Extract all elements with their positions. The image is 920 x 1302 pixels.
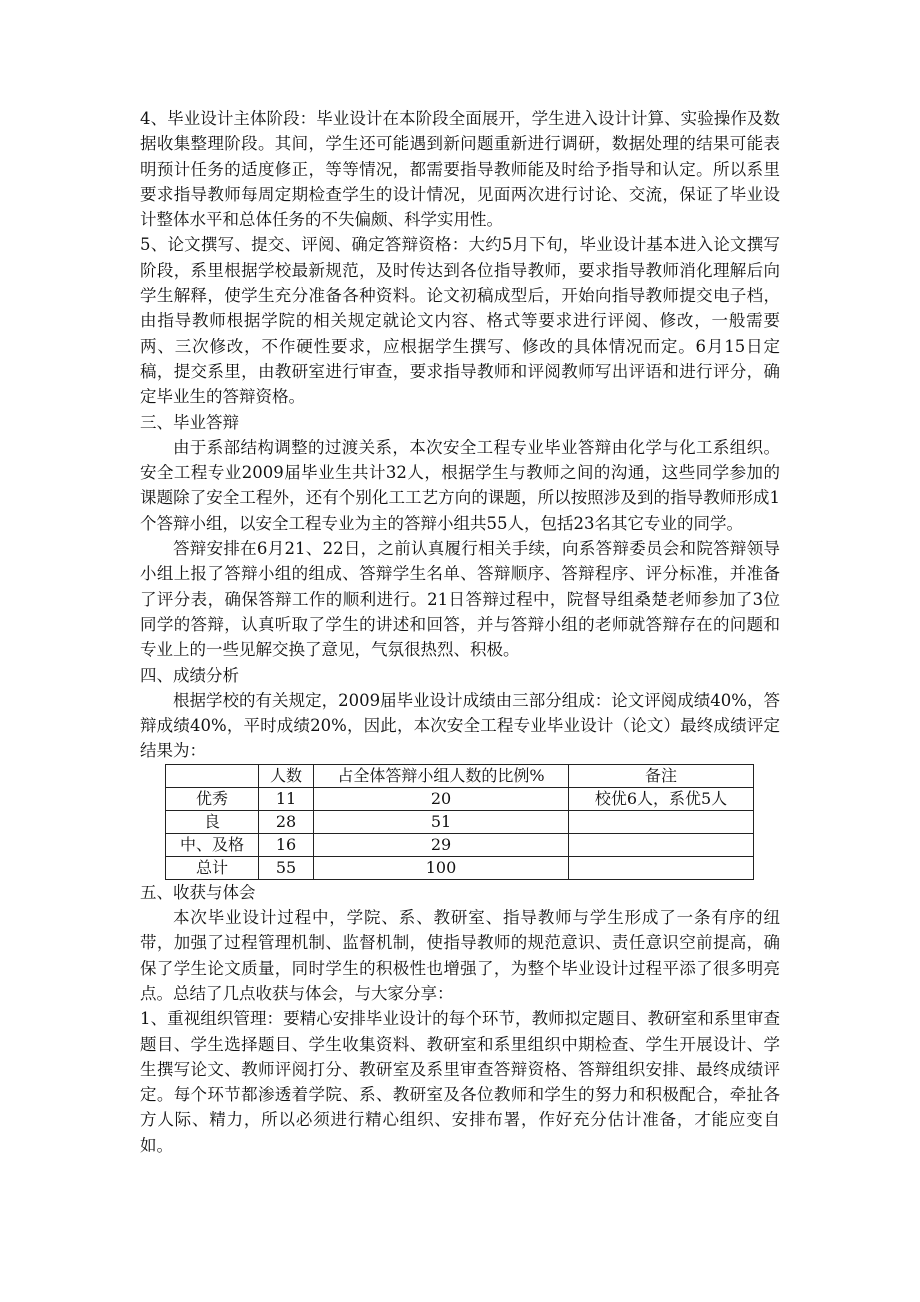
table-cell: 29: [314, 833, 569, 856]
table-cell: 中、及格: [166, 833, 259, 856]
table-cell: 良: [166, 810, 259, 833]
paragraph-organization-management: 1、重视组织管理：要精心安排毕业设计的每个环节，教师拟定题目、教研室和系里审查题目、学生选择题目、学生收集资料、教研室和系里组织中期检查、学生开展设计、学生撰写论文、教师评阅打分、教研室及系里审查答辩资格、答辩组织安排、最终成绩评定。每个环节都渗透着学院、系、教研室及各位教师和学生的努力和积极配合，牵扯各方人际、精力，所以必须进行精心组织、安排布署，作好充分估计准备，才能应变自如。: [140, 1009, 780, 1155]
table-cell: 总计: [166, 856, 259, 879]
paragraph-stage-5: 5、论文撰写、提交、评阅、确定答辩资格：大约5月下旬，毕业设计基本进入论文撰写阶段，系里根据学校最新规范，及时传达到各位指导教师，要求指导教师消化理解后向学生解释，使学生充分准备各种资料。论文初稿成型后，开始向指导教师提交电子档，由指导教师根据学院的相关规定就论文内容、格式等要求进行评阅、修改，一般需要两、三次修改，不作硬性要求，应根据学生撰写、修改的具体情况而定。6月15日定稿，提交系里，由教研室进行审查，要求指导教师和评阅教师写出评语和进行评分，确定毕业生的答辩资格。: [140, 235, 780, 407]
paragraph-grade-composition: 根据学校的有关规定，2009届毕业设计成绩由三部分组成：论文评阅成绩40%，答辩成绩40%，平时成绩20%，因此，本次安全工程专业毕业设计（论文）最终成绩评定结果为：: [140, 690, 780, 761]
table-cell: 28: [259, 810, 314, 833]
table-row: [166, 833, 754, 856]
table-cell: [569, 833, 754, 856]
table-cell: 优秀: [166, 787, 259, 810]
table-row: [166, 856, 754, 879]
grade-results-table: [165, 764, 754, 880]
table-cell: 16: [259, 833, 314, 856]
table-cell: 20: [314, 787, 569, 810]
document-page: [140, 106, 780, 1158]
section-heading-reflections: 五、收获与体会: [140, 882, 256, 902]
section-heading-grades: 四、成绩分析: [140, 665, 239, 685]
section-heading-defense: 三、毕业答辩: [140, 412, 239, 432]
paragraph-reflections-intro: 本次毕业设计过程中，学院、系、教研室、指导教师与学生形成了一条有序的纽带，加强了过程管理机制、监督机制，使指导教师的规范意识、责任意识空前提高，确保了学生论文质量，同时学生的积极性也增强了，为整个毕业设计过程平添了很多明亮点。总结了几点收获与体会，与大家分享：: [140, 908, 780, 1003]
paragraph-defense-organization: 由于系部结构调整的过渡关系，本次安全工程专业毕业答辩由化学与化工系组织。安全工程专业2009届毕业生共计32人，根据学生与教师之间的沟通，这些同学参加的课题除了安全工程外，还有个别化工工艺方向的课题，所以按照涉及到的指导教师形成1个答辩小组，以安全工程专业为主的答辩小组共55人，包括23名其它专业的同学。: [140, 437, 780, 533]
table-cell: [569, 856, 754, 879]
table-cell: 校优6人，系优5人: [569, 787, 754, 810]
table-header-cell: [166, 764, 259, 787]
table-cell: 100: [314, 856, 569, 879]
table-cell: 51: [314, 810, 569, 833]
table-row: [166, 810, 754, 833]
table-cell: [569, 810, 754, 833]
table-cell: 11: [259, 787, 314, 810]
table-header-cell: 备注: [569, 764, 754, 787]
table-header-cell: 占全体答辩小组人数的比例%: [314, 764, 569, 787]
table-row: [166, 787, 754, 810]
table-cell: 55: [259, 856, 314, 879]
paragraph-stage-4: 4、毕业设计主体阶段：毕业设计在本阶段全面展开，学生进入设计计算、实验操作及数据收集整理阶段。其间，学生还可能遇到新问题重新进行调研，数据处理的结果可能表明预计任务的适度修正，等等情况，都需要指导教师能及时给予指导和认定。所以系里要求指导教师每周定期检查学生的设计情况，见面两次进行讨论、交流，保证了毕业设计整体水平和总体任务的不失偏颇、科学实用性。: [140, 109, 780, 230]
table-header-cell: 人数: [259, 764, 314, 787]
paragraph-defense-schedule: 答辩安排在6月21、22日，之前认真履行相关手续，向系答辩委员会和院答辩领导小组上报了答辩小组的组成、答辩学生名单、答辩顺序、答辩程序、评分标准，并准备了评分表，确保答辩工作的顺利进行。21日答辩过程中，院督导组桑楚老师参加了3位同学的答辩，认真听取了学生的讲述和回答，并与答辩小组的老师就答辩存在的问题和专业上的一些见解交换了意见，气氛很热烈、积极。: [140, 539, 780, 660]
table-header-row: [166, 764, 754, 787]
